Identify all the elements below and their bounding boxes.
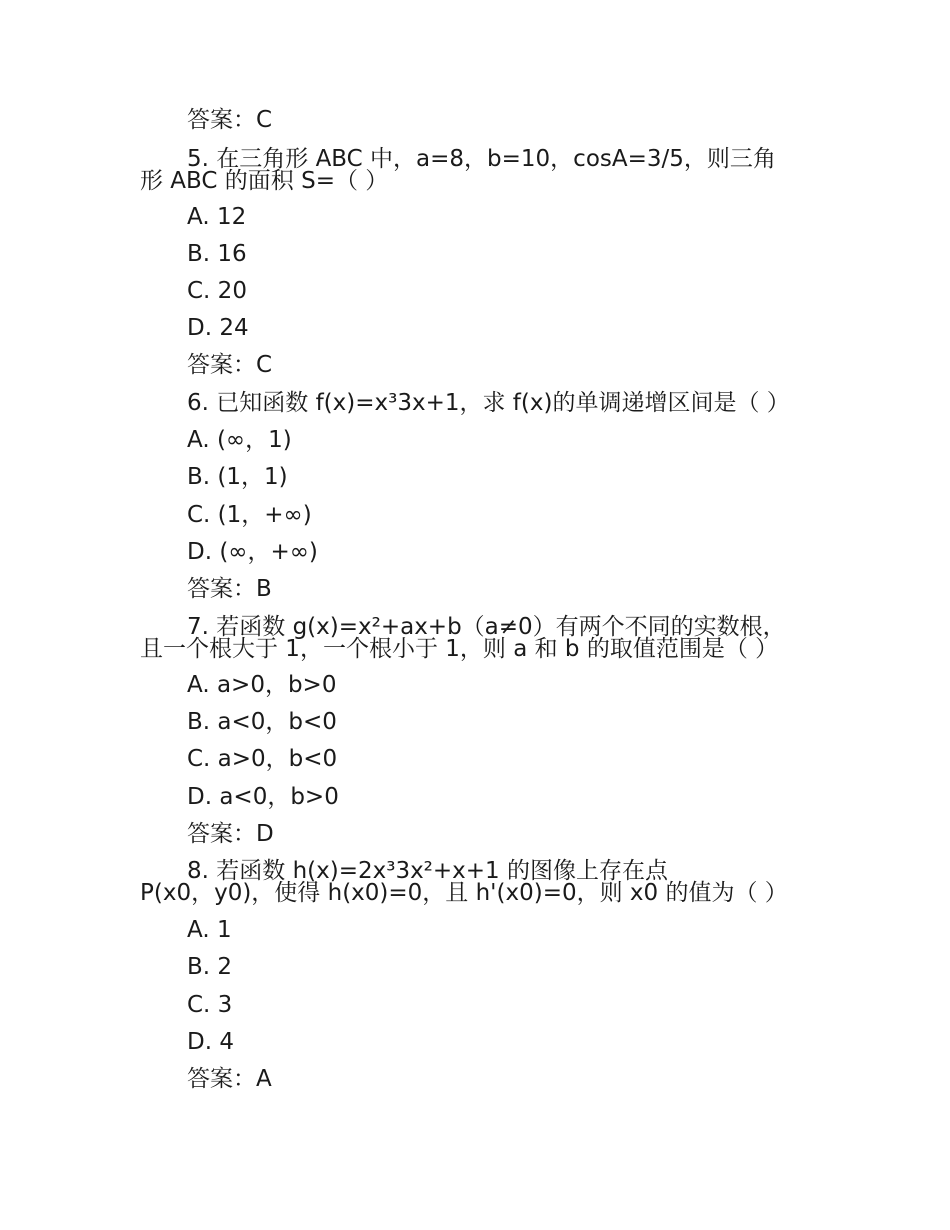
- question-6-option-a: A. (∞，1): [187, 427, 292, 453]
- question-8-answer: 答案：A: [187, 1066, 272, 1092]
- question-6-option-d: D. (∞，+∞): [187, 539, 318, 565]
- question-5-option-b: B. 16: [187, 241, 247, 267]
- question-7-stem-line2: 且一个根大于 1，一个根小于 1，则 a 和 b 的取值范围是（ ）: [140, 636, 779, 662]
- question-7-option-a: A. a>0，b>0: [187, 672, 337, 698]
- question-6-stem: 6. 已知函数 f(x)=x³3x+1，求 f(x)的单调递增区间是（ ）: [187, 390, 790, 416]
- question-8-option-c: C. 3: [187, 992, 233, 1018]
- question-7-option-c: C. a>0，b<0: [187, 746, 338, 772]
- question-6-answer: 答案：B: [187, 576, 272, 602]
- question-8-option-d: D. 4: [187, 1029, 234, 1055]
- question-5-option-c: C. 20: [187, 278, 247, 304]
- question-5-option-a: A. 12: [187, 204, 247, 230]
- question-6-option-c: C. (1，+∞): [187, 502, 312, 528]
- question-8-stem-line1: 8. 若函数 h(x)=2x³3x²+x+1 的图像上存在点: [187, 858, 669, 884]
- question-8-option-b: B. 2: [187, 954, 233, 980]
- answer-q4: 答案：C: [187, 107, 273, 133]
- question-6-option-b: B. (1，1): [187, 464, 288, 490]
- question-5-stem-line1: 5. 在三角形 ABC 中，a=8，b=10，cosA=3/5，则三角: [187, 146, 776, 172]
- question-8-option-a: A. 1: [187, 917, 232, 943]
- question-7-answer: 答案：D: [187, 821, 274, 847]
- question-5-answer: 答案：C: [187, 352, 273, 378]
- question-7-option-d: D. a<0，b>0: [187, 784, 339, 810]
- question-5-stem-line2: 形 ABC 的面积 S=（ ）: [140, 168, 389, 194]
- question-7-option-b: B. a<0，b<0: [187, 709, 337, 735]
- question-7-stem-line1: 7. 若函数 g(x)=x²+ax+b（a≠0）有两个不同的实数根，: [187, 614, 786, 640]
- question-8-stem-line2: P(x0，y0)，使得 h(x0)=0，且 h'(x0)=0，则 x0 的值为（ ）: [140, 880, 788, 906]
- question-5-option-d: D. 24: [187, 315, 249, 341]
